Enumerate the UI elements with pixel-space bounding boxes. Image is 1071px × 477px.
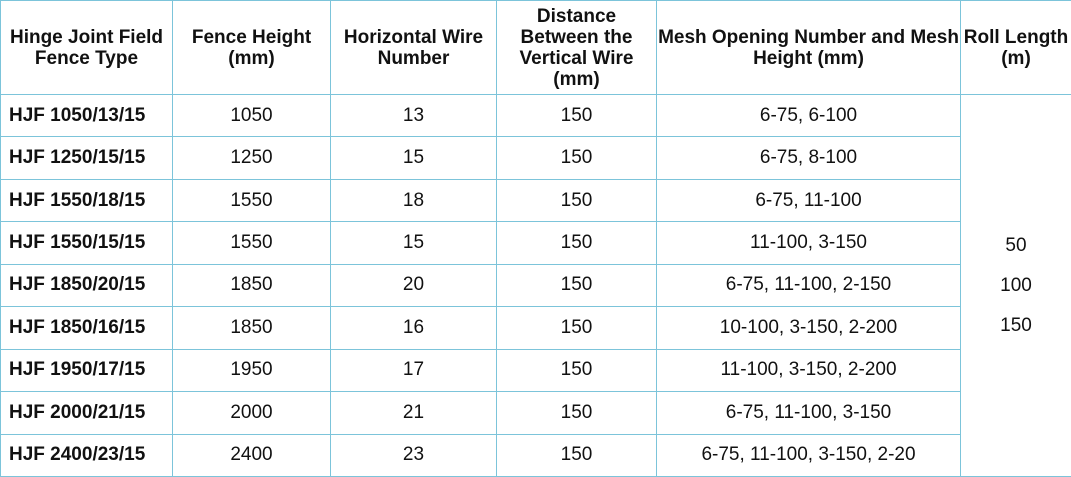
table-row <box>1 264 1071 306</box>
header-row <box>1 1 1071 95</box>
table-row <box>1 222 1071 264</box>
cell-mesh: 6-75, 8-100 <box>657 137 961 179</box>
cell-mesh: 6-75, 11-100, 3-150, 2-20 <box>657 434 961 477</box>
cell-height: 1250 <box>173 137 331 179</box>
table-row <box>1 434 1071 477</box>
cell-height: 1550 <box>173 222 331 264</box>
cell-distance: 150 <box>497 222 657 264</box>
cell-distance: 150 <box>497 307 657 349</box>
cell-type: HJF 1850/20/15 <box>1 264 173 306</box>
header-horizontal: Horizontal Wire Number <box>331 1 497 95</box>
cell-horizontal: 13 <box>331 95 497 137</box>
cell-horizontal: 18 <box>331 179 497 221</box>
cell-height: 1050 <box>173 95 331 137</box>
header-roll: Roll Length (m) <box>961 1 1071 95</box>
cell-horizontal: 15 <box>331 222 497 264</box>
cell-height: 2400 <box>173 434 331 477</box>
header-mesh: Mesh Opening Number and Mesh Height (mm) <box>657 1 961 95</box>
cell-horizontal: 16 <box>331 307 497 349</box>
cell-mesh: 11-100, 3-150 <box>657 222 961 264</box>
header-distance: Distance Between the Vertical Wire (mm) <box>497 1 657 95</box>
cell-mesh: 6-75, 11-100 <box>657 179 961 221</box>
cell-distance: 150 <box>497 264 657 306</box>
table-row <box>1 392 1071 434</box>
cell-roll-length <box>961 95 1071 477</box>
cell-horizontal: 17 <box>331 349 497 391</box>
cell-type: HJF 1850/16/15 <box>1 307 173 349</box>
cell-height: 1950 <box>173 349 331 391</box>
roll-length-value: 100 <box>1000 274 1032 296</box>
cell-height: 1850 <box>173 307 331 349</box>
table-row <box>1 307 1071 349</box>
cell-mesh: 6-75, 6-100 <box>657 95 961 137</box>
cell-distance: 150 <box>497 349 657 391</box>
header-height: Fence Height (mm) <box>173 1 331 95</box>
cell-distance: 150 <box>497 179 657 221</box>
cell-distance: 150 <box>497 137 657 179</box>
table-row <box>1 179 1071 221</box>
cell-mesh: 6-75, 11-100, 3-150 <box>657 392 961 434</box>
cell-type: HJF 2400/23/15 <box>1 434 173 477</box>
header-type: Hinge Joint Field Fence Type <box>1 1 173 95</box>
cell-type: HJF 1950/17/15 <box>1 349 173 391</box>
cell-type: HJF 1550/18/15 <box>1 179 173 221</box>
cell-horizontal: 21 <box>331 392 497 434</box>
cell-horizontal: 15 <box>331 137 497 179</box>
roll-length-value: 150 <box>1000 314 1032 336</box>
cell-type: HJF 2000/21/15 <box>1 392 173 434</box>
cell-distance: 150 <box>497 95 657 137</box>
cell-type: HJF 1250/15/15 <box>1 137 173 179</box>
table-row <box>1 137 1071 179</box>
cell-mesh: 10-100, 3-150, 2-200 <box>657 307 961 349</box>
cell-type: HJF 1050/13/15 <box>1 95 173 137</box>
roll-length-value: 50 <box>1005 234 1027 256</box>
cell-horizontal: 20 <box>331 264 497 306</box>
cell-horizontal: 23 <box>331 434 497 477</box>
cell-distance: 150 <box>497 434 657 477</box>
cell-mesh: 11-100, 3-150, 2-200 <box>657 349 961 391</box>
table-row <box>1 95 1071 137</box>
cell-height: 1550 <box>173 179 331 221</box>
cell-type: HJF 1550/15/15 <box>1 222 173 264</box>
cell-height: 1850 <box>173 264 331 306</box>
table-row <box>1 349 1071 391</box>
cell-mesh: 6-75, 11-100, 2-150 <box>657 264 961 306</box>
cell-distance: 150 <box>497 392 657 434</box>
cell-height: 2000 <box>173 392 331 434</box>
